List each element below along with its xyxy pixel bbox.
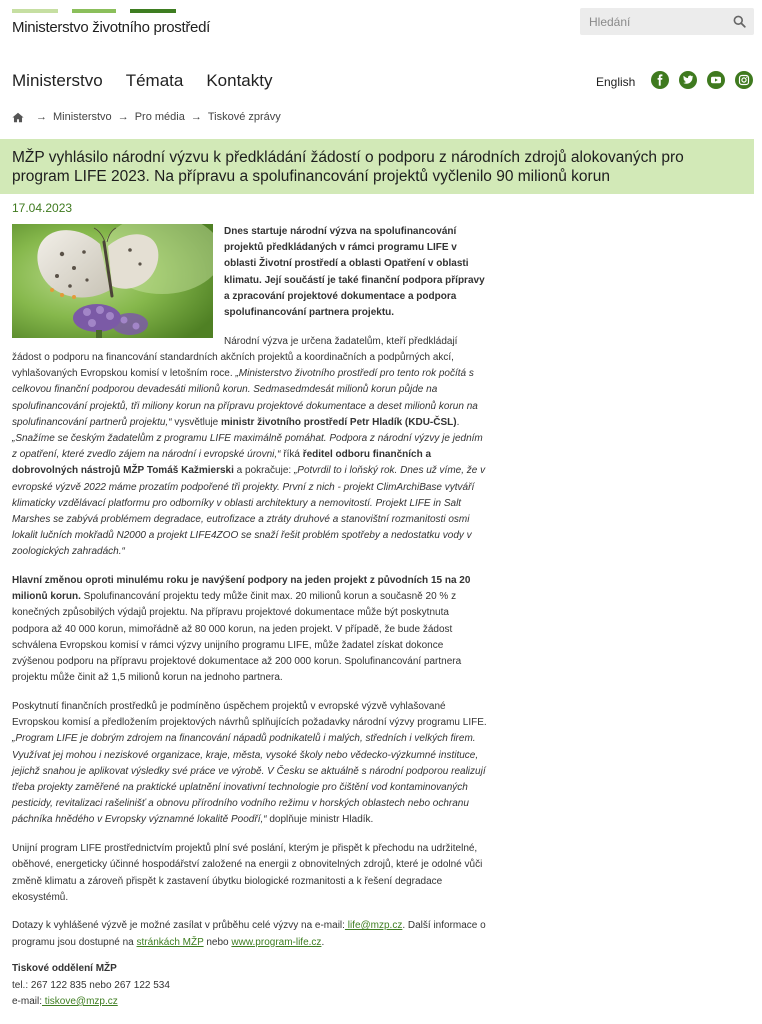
article-photo (12, 224, 213, 338)
text: . (321, 936, 325, 948)
nav-item-ministerstvo[interactable]: Ministerstvo (12, 71, 103, 90)
article-paragraph-4: Unijní program LIFE prostřednictvím projektů plní své poslání, kterým je přispět k přechodu na udržitelné, oběhové, energeticky účinné hospodářství založené na energii z obnovitelných zdrojů, které je odolné vůči změně klimatu a zároveň přispět k zastavení úbytku biologické rozmanitosti a k řešení degradace ekosystémů. (12, 843, 483, 903)
breadcrumb-arrow-icon: → (117, 111, 129, 123)
text: a pokračuje: (233, 465, 294, 477)
main-nav (12, 71, 272, 91)
article-date: 17.04.2023 (12, 201, 73, 215)
text: říká (280, 449, 303, 461)
text: Dotazy k vyhlášené výzvě je možné zasílat v průběhu celé výzvy na e-mail: (12, 920, 345, 932)
text: Národní výzva je určena žadatelům, kteří předkládají žádost o podporu na financování standardních akčních projektů a koordinačních a podpůrných akcí, vyhlašovaných Evropskou komisí v letošním roce. (12, 335, 458, 380)
text: vysvětluje (171, 416, 222, 428)
home-icon[interactable] (12, 112, 24, 123)
language-switch[interactable]: English (596, 75, 636, 89)
breadcrumb-arrow-icon: → (190, 111, 202, 123)
contact-heading: Tiskové oddělení MŽP (12, 963, 117, 975)
brand-bar-dark (130, 9, 176, 13)
search-icon[interactable] (733, 15, 746, 28)
search-box[interactable] (580, 8, 754, 35)
quote-text: „Ministerstvo životního prostředí pro tento rok počítá s celkovou finanční podporou devadesáti milionů korun. Sedmasedmdesát milionů korun půjde na spolufinancování projektů, tři miliony korun na přípravu projektové dokumentace a deset milionů korun na spolufinancování partnerů projektu,“ (12, 368, 478, 428)
brand-bar-light (12, 9, 58, 13)
brand-bar-mid (72, 9, 116, 13)
article-paragraph-3 (12, 699, 488, 829)
page-title: MŽP vyhlásilo národní výzvu k předkládání žádostí o podporu z národních zdrojů alokovaných pro program LIFE 2023. Na přípravu a spolufinancování projektů vyčlenilo 90 milionů korun (12, 149, 684, 185)
nav-item-kontakty[interactable]: Kontakty (206, 71, 273, 90)
text: doplňuje ministr Hladík. (266, 814, 374, 826)
text: Poskytnutí finančních prostředků je podmíněno úspěchem projektů v evropské výzvě vyhlašované Evropskou komisí a předložením projektových návrhů splňujících požadavky národní výzvy programu LIFE. (12, 700, 487, 729)
article-body (12, 224, 488, 1010)
breadcrumb-item-ministerstvo[interactable]: Ministerstvo (53, 111, 112, 123)
article-title-box (0, 139, 754, 194)
email-link-life[interactable]: life@mzp.cz (344, 920, 403, 932)
breadcrumb-item-tiskove-zpravy[interactable]: Tiskové zprávy (207, 111, 281, 123)
search-input[interactable] (580, 8, 725, 35)
speaker-name: ředitel odboru finančních a dobrovolných nástrojů MŽP Tomáš Kažmierski (12, 449, 432, 477)
breadcrumb (12, 111, 281, 123)
text: . (456, 416, 460, 428)
contact-email-label: e-mail: (12, 995, 43, 1007)
article-paragraph-2 (12, 573, 488, 686)
contact-email-link[interactable]: tiskove@mzp.cz (42, 995, 118, 1007)
link-program-life[interactable]: www.program-life.cz (231, 936, 322, 948)
breadcrumb-arrow-icon: → (36, 111, 47, 123)
quote-text: „Snažíme se českým žadatelům z programu LIFE maximálně pomáhat. Podpora z národní výzvy je jedním z opatření, které zvedlo zájem na národní i evropské úrovni,“ (12, 432, 483, 461)
speaker-name: ministr životního prostředí Petr Hladík (KDU-ČSL) (221, 416, 457, 428)
quote-text: „Potvrdil to i loňský rok. Dnes už víme, že v evropské výzvě 2022 máme prozatím podpořené tři projekty. První z nich - projekt ClimArchiBase vytváří klimaticky vzdělávací platformu pro odborníky v oblasti architektury a nemovitostí. Projekt LIFE in Salt Marshes se zabývá problémem degradace, eutrofizace a ztráty druhové a stanovištní rozmanitosti osmi lokalit lučních mokřadů N2000 a projekt LIFE4ZOO se snaží řešit problém spotřeby a nedostatku vody v zoologických zahradách.“ (12, 465, 486, 558)
brand-color-bars (12, 9, 176, 13)
press-contact (12, 961, 488, 1010)
nav-item-temata[interactable]: Témata (125, 71, 184, 90)
text: . Další informace o programu jsou dostupné na (12, 920, 486, 948)
article-paragraph-1 (12, 334, 488, 561)
youtube-icon[interactable] (707, 71, 725, 89)
twitter-icon[interactable] (679, 71, 697, 89)
quote-text: „Program LIFE je dobrým zdrojem na financování nápadů podnikatelů i malých, středních i velkých firem. Využívat jej mohou i neziskové organizace, kraje, města, vysoké školy nebo vědecko-výzkumné instituce, jejichž snahou je aplikovat výsledky své práce ve výrobě. V Česku se aktuálně s národní podporou realizují třeba projekty zaměřené na praktické uplatnění inovativní technologie pro čištění vod kontaminovaných pesticidy, revitalizaci rašelinišť a obnovu přírodního vodního režimu v horských oblastech nebo ochranu páchníka hnědého v Evropsky významné lokalitě Poodří,“ (12, 733, 486, 826)
facebook-icon[interactable] (651, 71, 669, 89)
social-links (651, 71, 753, 89)
article-paragraph-5 (12, 918, 488, 950)
article-lead: Dnes startuje národní výzva na spolufinancování projektů předkládaných v rámci programu LIFE v oblasti Životní prostředí a oblasti Opatření v oblasti klimatu. Její součástí je také finanční podpora přípravy a zpracování projektové dokumentace a podpora spolufinancování partnera projektu. (224, 226, 485, 319)
highlight-text: Hlavní změnou oproti minulému roku je navýšení podpory na jeden projekt z původních 15 na 20 milionů korun. (12, 575, 471, 603)
contact-phone: tel.: 267 122 835 nebo 267 122 534 (12, 979, 170, 991)
instagram-icon[interactable] (735, 71, 753, 89)
link-mzp-pages[interactable]: stránkách MŽP (136, 936, 204, 948)
breadcrumb-item-pro-media[interactable]: Pro média (134, 111, 185, 123)
site-logo[interactable]: Ministerstvo životního prostředí (12, 19, 210, 36)
text: Spolufinancování projektu tedy může činit max. 20 milionů korun a současně 20 % z konečných způsobilých výdajů projektu. Na přípravu projektové dokumentace může být poskytnuta podpora až 40 000 korun, mimořádně až 80 000 korun, na jeden projekt. V případě, že bude žádost schválena Evropskou komisí v rámci výzvy unijního programu LIFE, může žadatel získat dokonce zvýšenou podporu na přípravu projektové dokumentace až 200 000 korun. Spolufinancování partnera projektu může činit až 1,5 milionů korun na jednoho partnera. (12, 591, 462, 684)
text: nebo (203, 936, 232, 948)
